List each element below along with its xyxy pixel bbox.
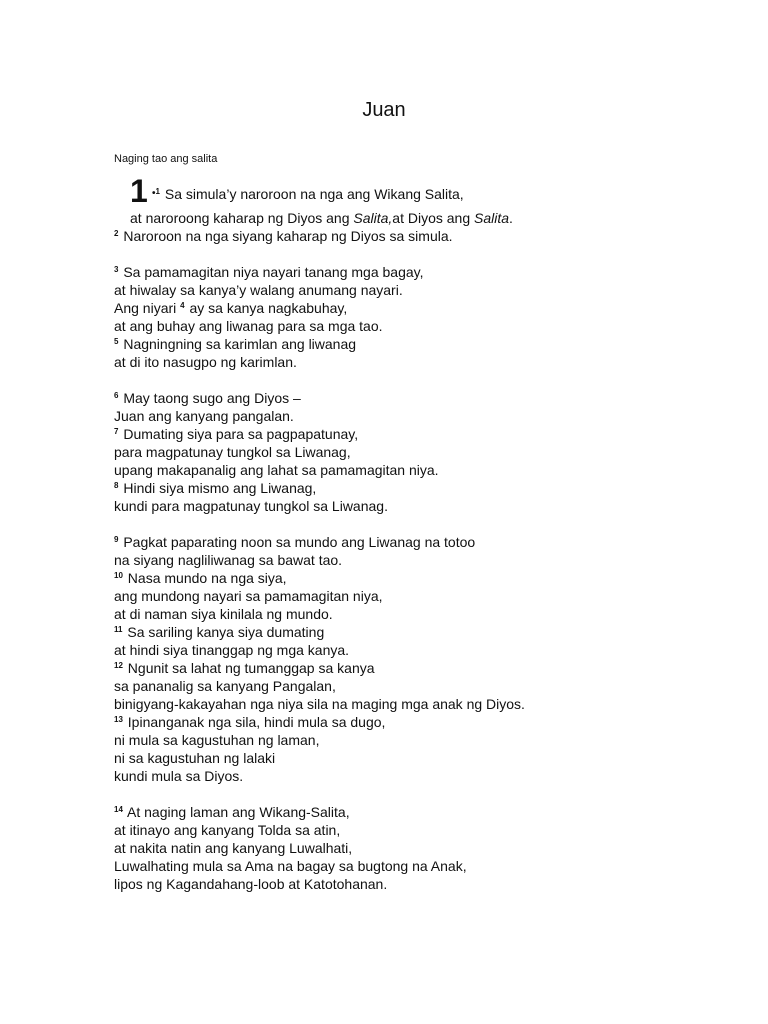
verse-line xyxy=(114,659,754,677)
verse-text: at itinayo ang kanyang Tolda sa atin, xyxy=(114,822,341,838)
verse-line xyxy=(114,497,754,515)
verse-number: 12 xyxy=(114,661,123,670)
verse-text: Nagningning sa karimlan ang liwanag xyxy=(119,336,357,352)
stanza xyxy=(114,803,754,893)
verse-text: Nasa mundo na nga siya, xyxy=(123,570,287,586)
verse-text: Sa pamamagitan niya nayari tanang mga bagay, xyxy=(119,264,424,280)
verse-number: 2 xyxy=(114,229,119,238)
verse-text: Pagkat paparating noon sa mundo ang Liwanag na totoo xyxy=(119,534,476,550)
verse-line xyxy=(114,731,754,749)
verse-number: 3 xyxy=(114,265,119,274)
verse-text: Ngunit sa lahat ng tumanggap sa kanya xyxy=(123,660,375,676)
verse-text: kundi mula sa Diyos. xyxy=(114,768,244,784)
verse-text: binigyang-kakayahan nga niya sila na maging mga anak ng Diyos. xyxy=(114,696,525,712)
verse-text: ang mundong nayari sa pamamagitan niya, xyxy=(114,588,383,604)
verse-line xyxy=(114,263,754,281)
section-heading: Naging tao ang salita xyxy=(114,153,218,165)
verse-line xyxy=(114,587,754,605)
verse-line xyxy=(114,857,754,875)
verse-text: At naging laman ang Wikang-Salita, xyxy=(123,804,350,820)
verse-line xyxy=(114,623,754,641)
verse-line xyxy=(114,443,754,461)
verse-text: sa pananalig sa kanyang Pangalan, xyxy=(114,678,336,694)
verse-line xyxy=(114,407,754,425)
verse-text: at hindi siya tinanggap ng mga kanya. xyxy=(114,642,350,658)
verse-marker: • xyxy=(152,188,156,199)
verse-line xyxy=(114,803,754,821)
verse-text: Ang niyari xyxy=(114,300,181,316)
verse-text: Hindi siya mismo ang Liwanag, xyxy=(119,480,317,496)
verse-text: Ipinanganak nga sila, hindi mula sa dugo, xyxy=(123,714,386,730)
verse-number: 6 xyxy=(114,391,119,400)
stanza xyxy=(114,263,754,371)
verse-text: na siyang nagliliwanag sa bawat tao. xyxy=(114,552,343,568)
italic-word: Salita, xyxy=(353,210,393,226)
verse-line xyxy=(114,335,754,353)
verse-line xyxy=(114,551,754,569)
verse-text: ni sa kagustuhan ng lalaki xyxy=(114,750,276,766)
verse-line xyxy=(114,479,754,497)
verse-line xyxy=(114,461,754,479)
verse-text: upang makapanalig ang lahat sa pamamagitan niya. xyxy=(114,462,439,478)
verse-line xyxy=(114,875,754,893)
verse-text: at di naman siya kinilala ng mundo. xyxy=(114,606,333,622)
verse-number: 10 xyxy=(114,571,123,580)
verse-line xyxy=(114,767,754,785)
verse-text: ay sa kanya nagkabuhay, xyxy=(185,300,348,316)
verse-line xyxy=(114,821,754,839)
verse-text: Naroroon na nga siyang kaharap ng Diyos sa simula. xyxy=(119,228,453,244)
verse-line xyxy=(114,533,754,551)
verse-line xyxy=(114,281,754,299)
verse-line xyxy=(114,569,754,587)
verse-number: 4 xyxy=(180,301,185,310)
verse-text: Luwalhating mula sa Ama na bagay sa bugtong na Anak, xyxy=(114,858,467,874)
verse-number: 9 xyxy=(114,535,119,544)
verse-text: Dumating siya para sa pagpapatunay, xyxy=(119,426,359,442)
verse-text: at ang buhay ang liwanag para sa mga tao. xyxy=(114,318,383,334)
chapter-number: 1 xyxy=(130,173,148,209)
verse-number: 13 xyxy=(114,715,123,724)
stanza xyxy=(114,533,754,785)
stanza xyxy=(114,389,754,515)
verse-1-continuation xyxy=(130,209,513,227)
verse-line xyxy=(114,227,754,245)
verse-number: 5 xyxy=(114,337,119,346)
verse-number: 7 xyxy=(114,427,119,436)
stanza xyxy=(114,227,754,245)
verse-text: Sa sariling kanya siya dumating xyxy=(123,624,325,640)
verse-line xyxy=(114,695,754,713)
verse-line xyxy=(114,317,754,335)
verse-text: kundi para magpatunay tungkol sa Liwanag. xyxy=(114,498,388,514)
verse-text: at nakita natin ang kanyang Luwalhati, xyxy=(114,840,353,856)
verse-line xyxy=(114,749,754,767)
verse-line xyxy=(114,713,754,731)
verse-number: 8 xyxy=(114,481,119,490)
verse-text: at naroroong kaharap ng Diyos ang xyxy=(130,210,354,226)
italic-word: Salita xyxy=(474,210,510,226)
verse-line xyxy=(114,839,754,857)
verse-text: para magpatunay tungkol sa Liwanag, xyxy=(114,444,351,460)
verse-number: 11 xyxy=(114,625,123,634)
verse-line xyxy=(114,425,754,443)
verse-number: 14 xyxy=(114,805,123,814)
verse-text: May taong sugo ang Diyos – xyxy=(119,390,301,406)
verse-line xyxy=(114,353,754,371)
verse-line xyxy=(114,299,754,317)
verse-text: at di ito nasugpo ng karimlan. xyxy=(114,354,297,370)
verse-number: 1 xyxy=(155,187,160,196)
verse-line xyxy=(114,641,754,659)
verse-body xyxy=(114,227,754,911)
verse-text: lipos ng Kagandahang-loob at Katotohanan. xyxy=(114,876,388,892)
verse-line xyxy=(114,677,754,695)
verse-1-line xyxy=(152,185,464,203)
verse-text: ni mula sa kagustuhan ng laman, xyxy=(114,732,320,748)
verse-line xyxy=(114,389,754,407)
verse-text: Sa simula’y naroroon na nga ang Wikang Salita, xyxy=(160,186,464,202)
verse-text: at hiwalay sa kanya’y walang anumang nayari. xyxy=(114,282,403,298)
verse-line xyxy=(114,605,754,623)
document-title: Juan xyxy=(362,99,406,121)
verse-text: Juan ang kanyang pangalan. xyxy=(114,408,294,424)
verse-text: at Diyos ang xyxy=(392,210,475,226)
verse-text: . xyxy=(509,210,513,226)
